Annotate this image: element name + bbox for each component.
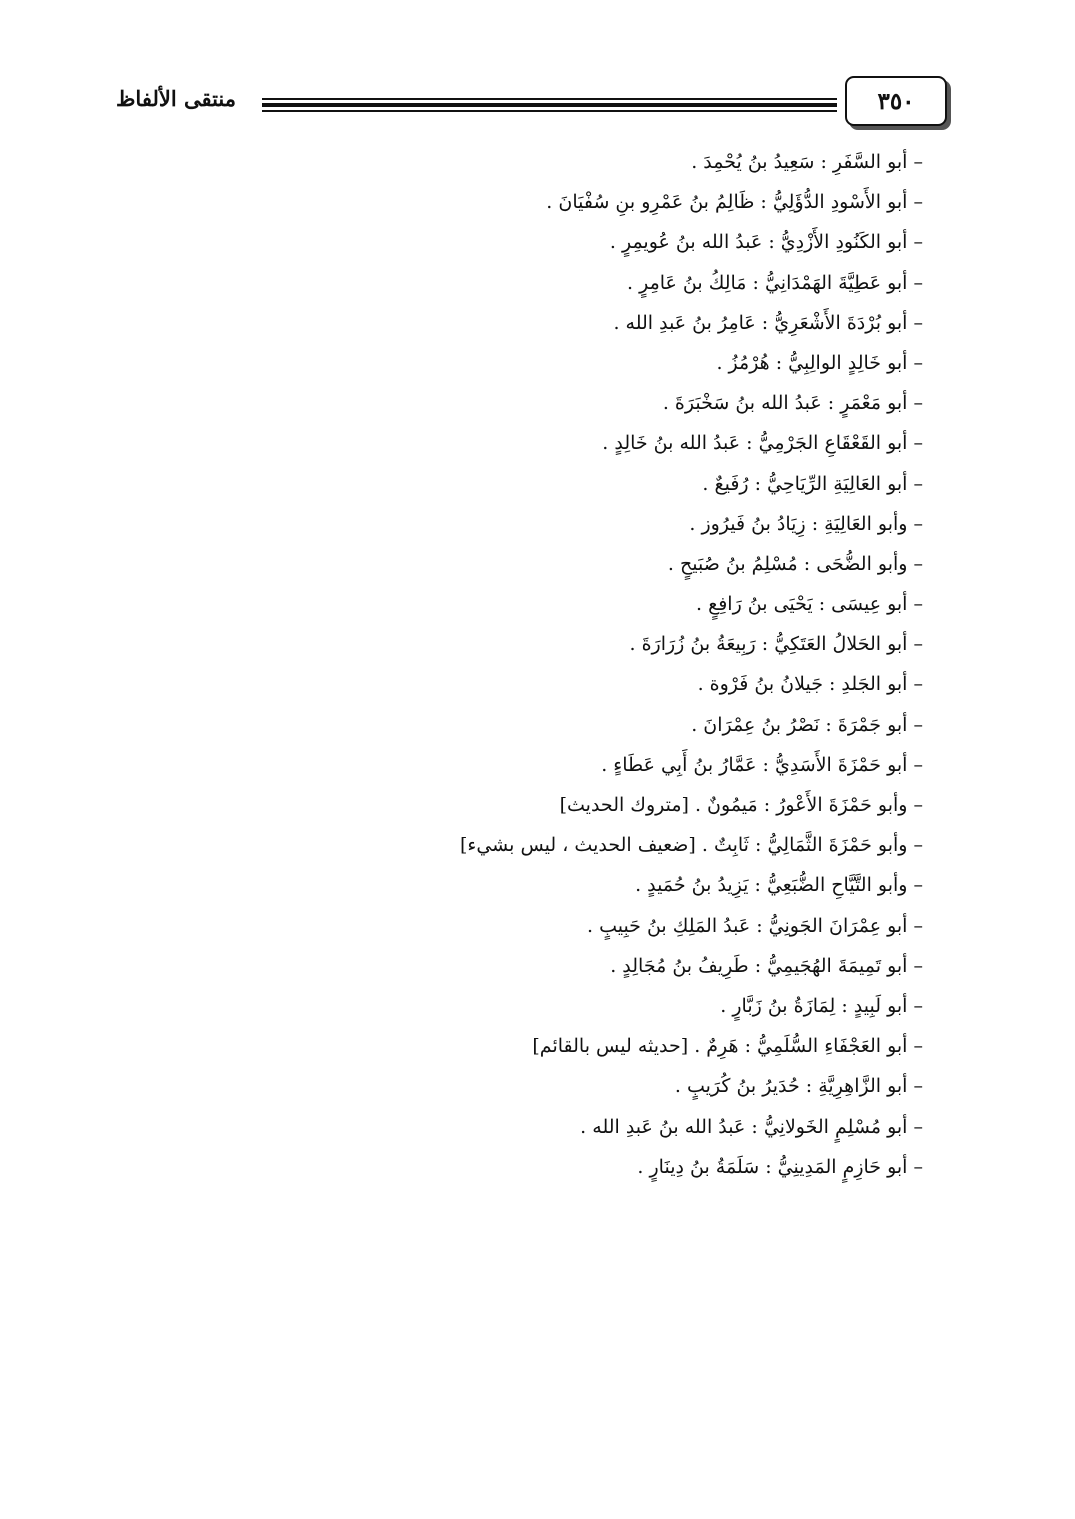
entry-line: – وأبو الضُّحَى : مُسْلِمُ بنُ صُبَيحٍ . — [667, 552, 923, 575]
entry-line: – أبو جَمْرَةَ : نَصْرُ بنُ عِمْرَانَ . — [691, 713, 923, 736]
entry-line: – أبو لَبِيدٍ : لِمَازَةُ بنُ زَبَّارٍ . — [720, 994, 923, 1017]
book-title: منتقى الألفاظ — [116, 86, 237, 111]
entry-line: – أبو القَعْقَاعِ الجَرْمِيُّ : عَبدُ الله بنُ خَالِدٍ . — [602, 432, 923, 455]
header-rule — [262, 103, 837, 107]
entry-line: – أبو خَالِدٍ الوالِبِيُّ : هُرْمُزُ . — [716, 351, 923, 374]
entry-line: – أبو مَعْمَرٍ : عَبدُ الله بنُ سَخْبَرَةَ . — [662, 392, 923, 415]
entry-line: – أبو السَّفَرِ : سَعِيدُ بنُ يُحْمِدَ . — [691, 151, 923, 173]
entry-line: – أبو عِيسَى : يَحْيَى بنُ رَافِعٍ . — [696, 593, 923, 616]
entry-line: – وأبو حَمْزَةَ الأَعْورُ : مَيمُونٌ . [متروك الحديث] — [559, 794, 923, 816]
entry-line: – أبو حَازِمٍ المَدِينِيُّ : سَلَمَةُ بنُ دِينَارٍ . — [637, 1155, 923, 1178]
entry-line: – أبو عِمْرَانَ الجَونِيُّ : عَبدُ المَلِكِ بنُ حَبِيبٍ . — [586, 914, 923, 937]
entry-line: – أبو الجَلدِ : جَيلانُ بنُ فَرْوة . — [697, 673, 923, 696]
entry-line: – أبو بُرْدَةَ الأَشْعَرِيُّ : عَامِرُ بنُ عَبدِ الله . — [613, 311, 923, 334]
entry-line: – أبو حَمْزَةَ الأَسَدِيُّ : عَمَّارُ بنُ أَبِي عَطَاءٍ . — [601, 753, 923, 776]
entry-line: – وأبو حَمْزَةَ الثَّمَالِيُّ : ثَابِتٌ . [ضعيف الحديث ، ليس بشيء] — [460, 834, 923, 857]
page-number-box — [845, 76, 947, 126]
entry-line: – وأبو التَّيَّاحِ الضُّبَعِيُّ : يَزِيدُ بنُ حُمَيدٍ . — [635, 874, 923, 897]
entry-line: – أبو الكَنُودِ الأَزْدِيُّ : عَبدُ الله بنُ عُويمِرٍ . — [609, 231, 923, 254]
entry-line: – أبو عَطِيَّةَ الهَمْدَانِيُّ : مَالِكُ بنُ عَامِرٍ . — [627, 271, 923, 294]
entry-line: – وأبو العَالِيَةِ : زِيَادُ بنُ فَيرُوز . — [689, 512, 923, 535]
page-header — [112, 70, 952, 130]
entry-line: – أبو الحَلالُ العَتَكِيُّ : رَبِيعَةُ بنُ زُرَارَةَ . — [629, 633, 923, 656]
header-rule — [262, 110, 837, 112]
page-number: ٣٥٠ — [877, 87, 915, 115]
entry-line: – أبو مُسْلِمٍ الخَولانِيُّ : عَبدُ الله بنُ عَبدِ الله . — [580, 1115, 923, 1138]
header-rule — [262, 98, 837, 100]
entry-line: – أبو الزَّاهِرِيَّةِ : حُدَيرُ بنُ كُرَيبٍ . — [674, 1075, 923, 1098]
entries-list — [283, 142, 923, 1187]
entry-line: – أبو العَجْفَاءِ السُّلَمِيُّ : هَرِمٌ . [حديثه ليس بالقائم] — [532, 1035, 923, 1058]
entry-line: – أبو العَالِيَةِ الرِّيَاحِيُّ : رُفَيعٌ . — [702, 472, 923, 495]
entry-line: – أبو تَمِيمَةَ الهُجَيمِيُّ : طَرِيفُ بنُ مُجَالِدٍ . — [610, 954, 923, 977]
entry-line: – أبو الأَسْودِ الدُّؤَلِيُّ : ظَالِمُ بنُ عَمْرِو بنِ سُفْيَانَ . — [546, 191, 923, 214]
